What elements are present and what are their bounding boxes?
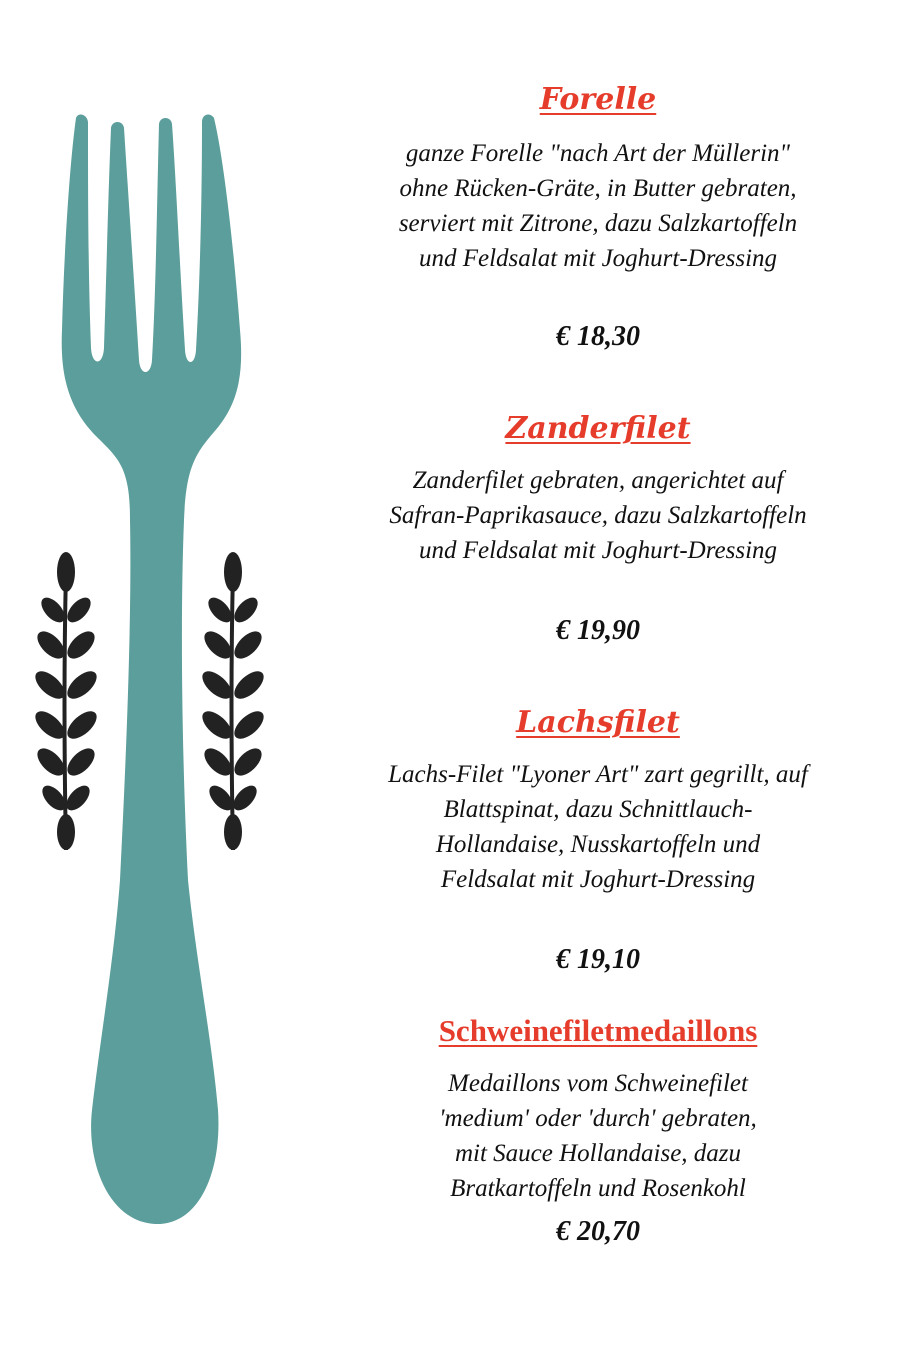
dish-price: € 19,10 <box>556 944 640 975</box>
dish-description: Lachs-Filet "Lyoner Art" zart gegrillt, auf Blattspinat, dazu Schnittlauch- Hollandaise, Nusskartoffeln und Feldsalat mit Joghurt-Dressing <box>388 761 808 893</box>
dish-title: Lachsfilet <box>516 705 680 740</box>
leaf-sprig-icon <box>198 552 269 850</box>
dish-title: Forelle <box>539 82 657 117</box>
leaf-sprig-icon <box>31 552 102 850</box>
fork-icon <box>62 115 241 1225</box>
dish-description: ganze Forelle "nach Art der Müllerin" ohne Rücken-Gräte, in Butter gebraten, serviert mit Zitrone, dazu Salzkartoffeln und Feldsalat mit Joghurt-Dressing <box>398 140 798 272</box>
dish-description: Zanderfilet gebraten, angerichtet auf Safran-Paprikasauce, dazu Salzkartoffeln und Feldsalat mit Joghurt-Dressing <box>389 467 807 564</box>
dish-title: Zanderfilet <box>505 411 691 446</box>
dish-price: € 20,70 <box>556 1216 640 1247</box>
dish-price: € 18,30 <box>556 321 640 352</box>
dish-description: Medaillons vom Schweinefilet 'medium' oder 'durch' gebraten, mit Sauce Hollandaise, dazu Bratkartoffeln und Rosenkohl <box>439 1070 757 1202</box>
menu-list <box>355 0 841 1372</box>
dish-title: Schweinefiletmedaillons <box>438 1013 758 1048</box>
dish-price: € 19,90 <box>556 615 640 646</box>
